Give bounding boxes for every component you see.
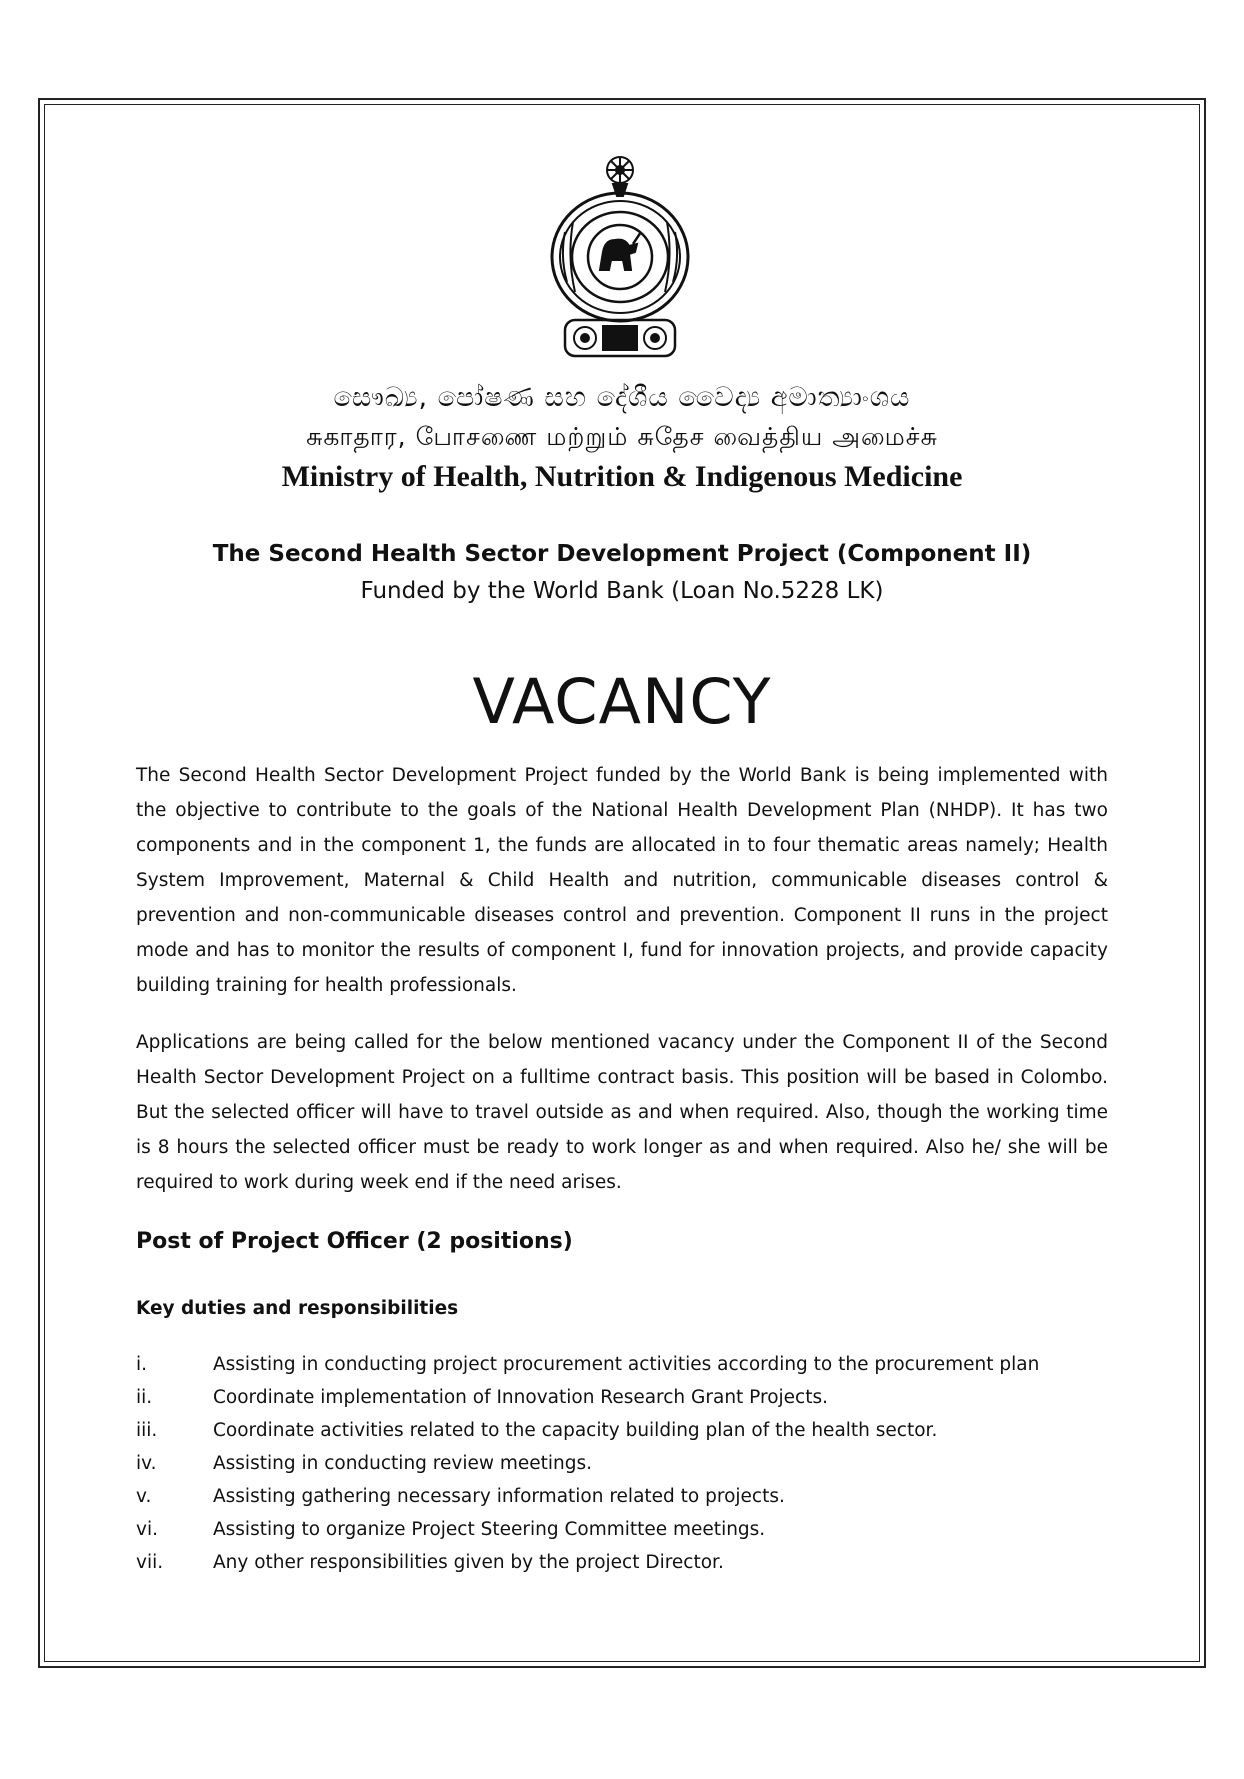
sri-lanka-state-emblem-icon [545,152,695,362]
duties-heading: Key duties and responsibilities [136,1298,459,1319]
duty-text: Assisting gathering necessary information related to projects. [213,1486,785,1507]
list-item [136,1552,1116,1585]
post-title: Post of Project Officer (2 positions) [136,1229,573,1254]
intro-paragraph: The Second Health Sector Development Project funded by the World Bank is being implemented with the objective to contribute to the goals of the National Health Development Plan (NHDP). It has two components and in the component 1, the funds are allocated in to four thematic areas namely; Health System Improvement, Maternal & Child Health and nutrition, communicable diseases control & prevention and non-communicable diseases control and prevention. Component II runs in the project mode and has to monitor the results of component I, fund for innovation projects, and provide capacity building training for health professionals. [136,765,1108,996]
list-item [136,1354,1116,1387]
vacancy-heading: VACANCY [472,665,772,738]
list-item [136,1420,1116,1453]
ministry-name-tamil: சுகாதார, போசணை மற்றும் சுதேச வைத்திய அமைச்சு [306,422,938,451]
ministry-name-sinhala: සෞඛ්‍ය, පෝෂණ සහ දේශීය වෛද්‍ය අමාත්‍යාංශය [333,382,911,413]
duty-text: Coordinate implementation of Innovation Research Grant Projects. [213,1387,828,1408]
duty-number: vii. [136,1552,164,1573]
duties-list [136,1354,1116,1585]
duty-text: Assisting in conducting project procurement activities according to the procurement plan [213,1354,1040,1375]
duty-number: i. [136,1354,148,1375]
application-paragraph: Applications are being called for the below mentioned vacancy under the Component II of the Second Health Sector Development Project on a fulltime contract basis. This position will be based in Colombo. But the selected officer will have to travel outside as and when required. Also, though the working time is 8 hours the selected officer must be ready to work longer as and when required. Also he/ she will be required to work during week end if the need arises. [136,1032,1108,1193]
duty-number: iii. [136,1420,158,1441]
ministry-name-english: Ministry of Health, Nutrition & Indigenous Medicine [281,460,963,493]
duty-number: iv. [136,1453,157,1474]
duty-number: v. [136,1486,152,1507]
duty-number: vi. [136,1519,158,1540]
duty-text: Assisting to organize Project Steering Committee meetings. [213,1519,766,1540]
list-item [136,1486,1116,1519]
project-funding: Funded by the World Bank (Loan No.5228 LK) [360,578,884,604]
list-item [136,1519,1116,1552]
list-item [136,1387,1116,1420]
duty-text: Any other responsibilities given by the project Director. [213,1552,724,1573]
duty-number: ii. [136,1387,153,1408]
duty-text: Coordinate activities related to the capacity building plan of the health sector. [213,1420,938,1441]
duty-text: Assisting in conducting review meetings. [213,1453,593,1474]
list-item [136,1453,1116,1486]
project-title: The Second Health Sector Development Project (Component II) [212,541,1032,567]
